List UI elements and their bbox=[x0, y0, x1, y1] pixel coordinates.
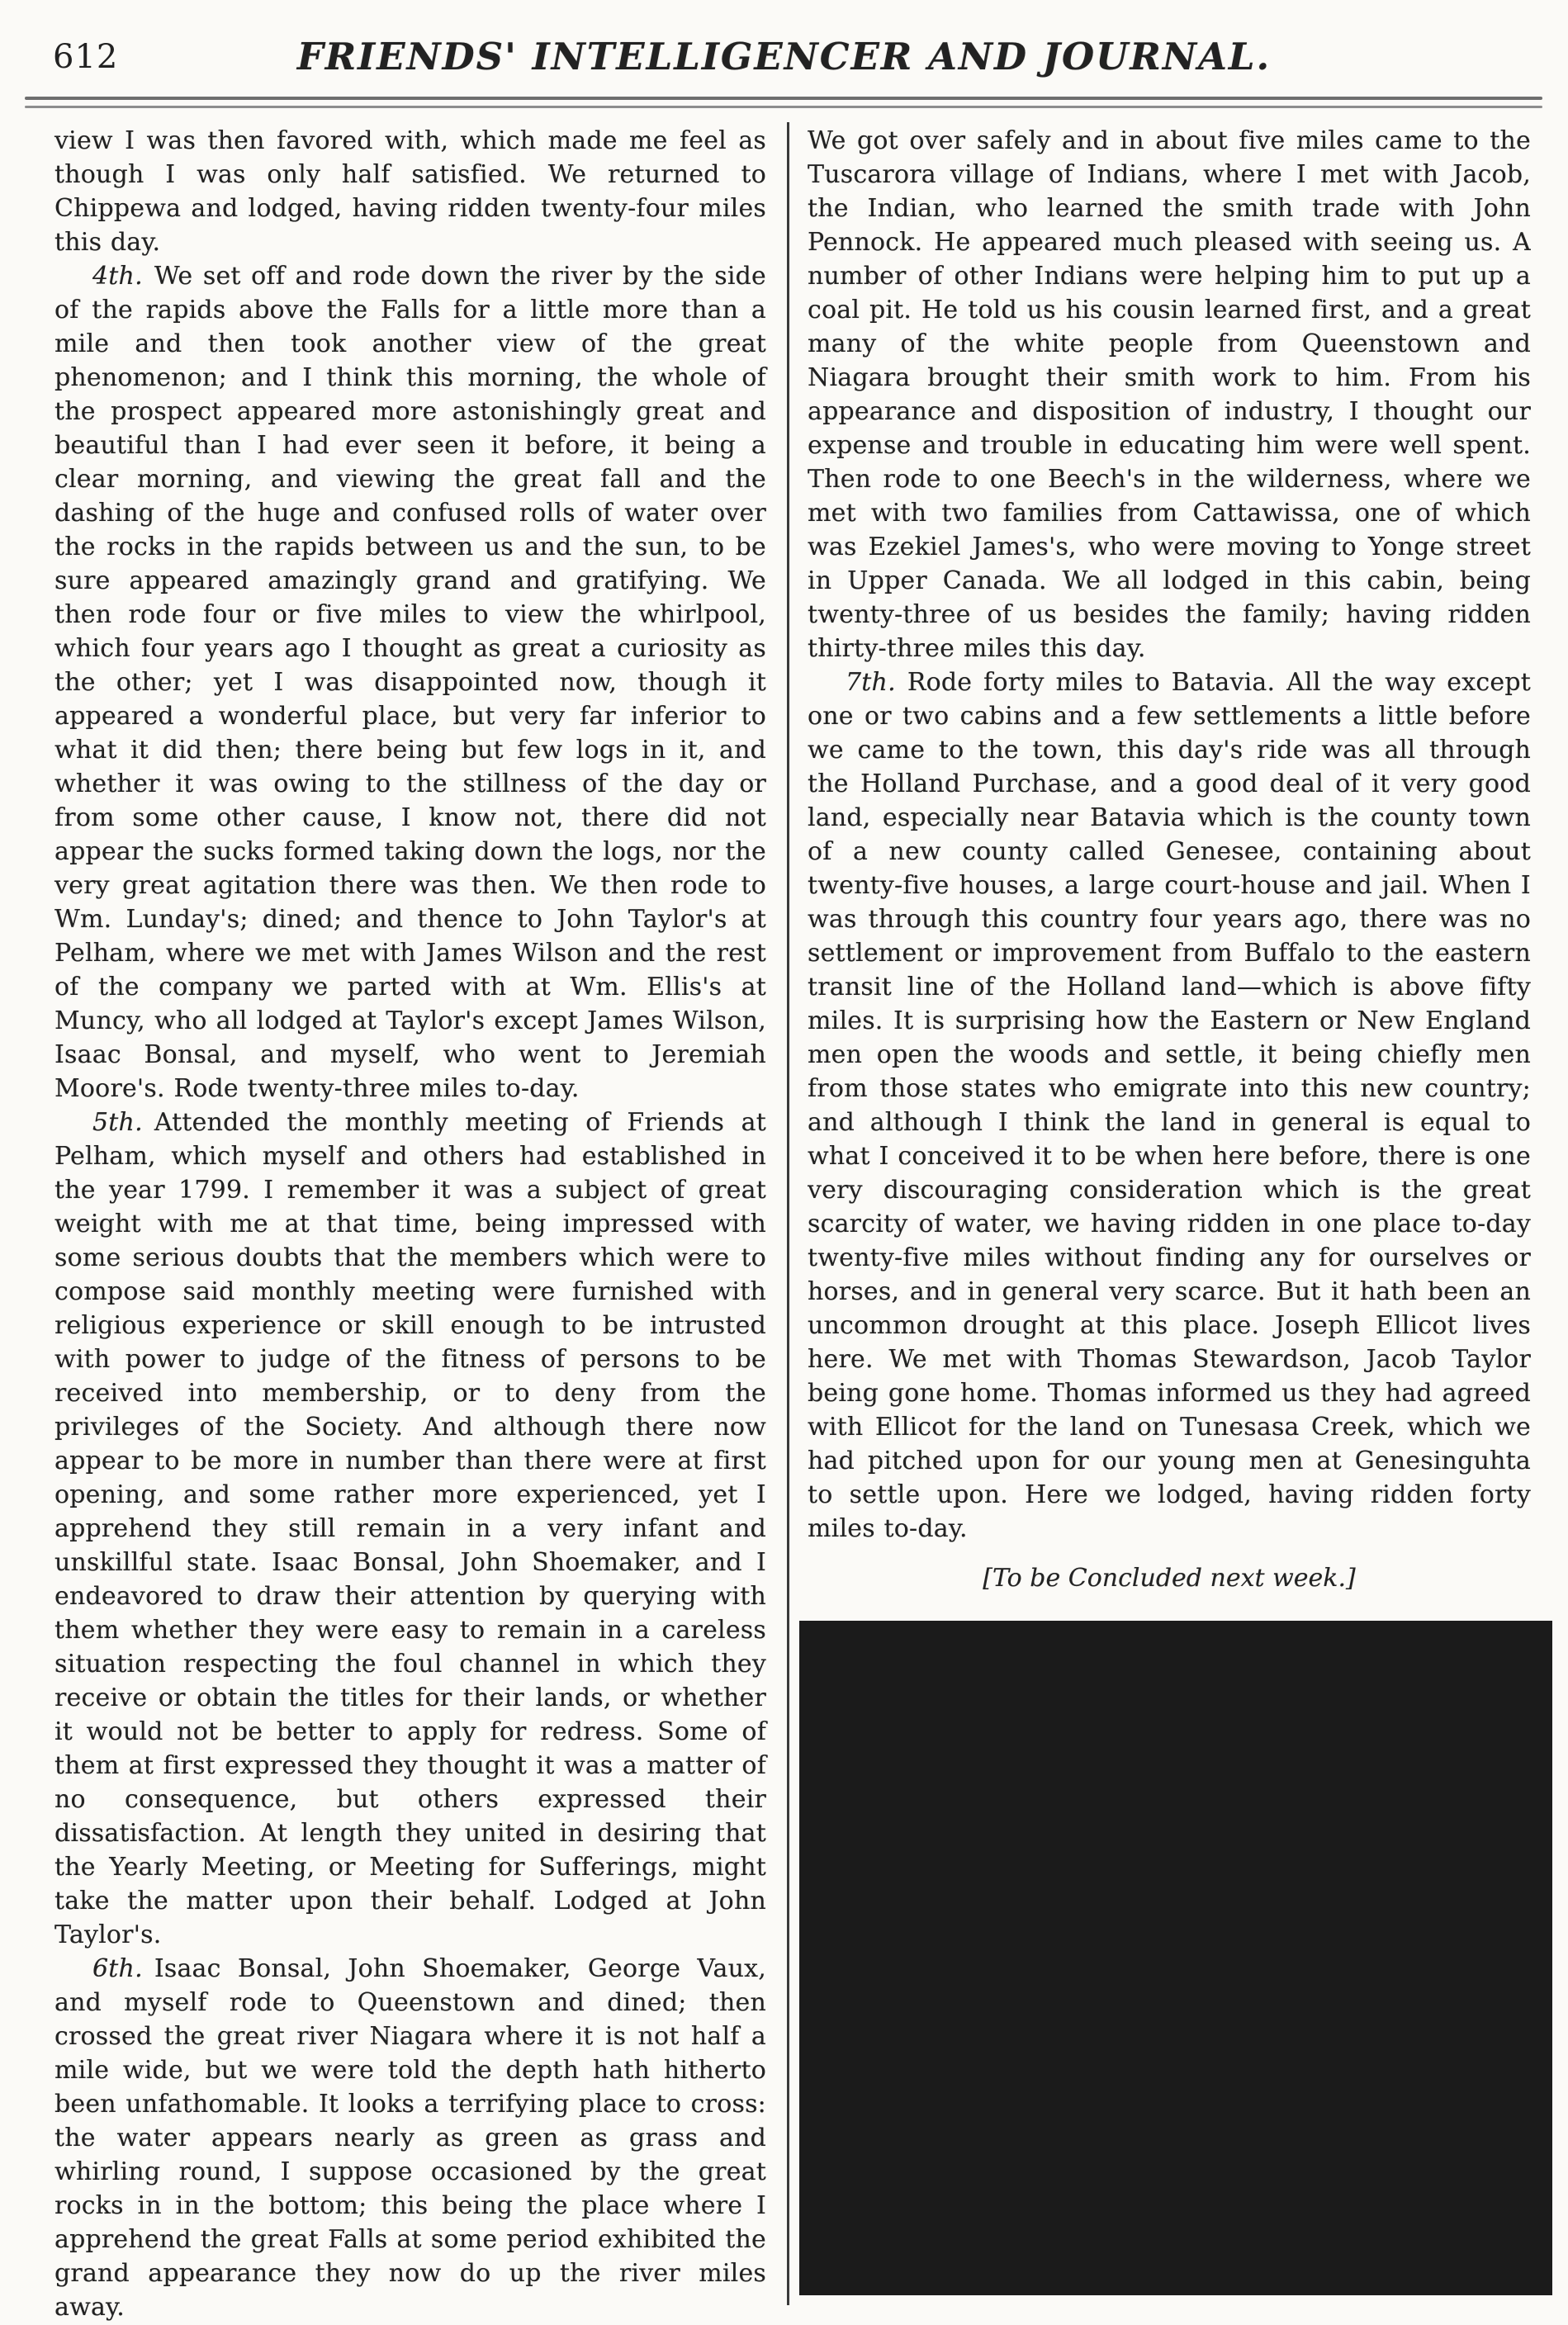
day-label: 5th. bbox=[92, 1108, 143, 1137]
header-rule-bottom bbox=[25, 106, 1542, 108]
redacted-region bbox=[799, 1621, 1552, 2295]
paragraph-text: Isaac Bonsal, John Shoemaker, George Vaux, and myself rode to Queenstown and dined; then crossed the great river Niagara where it is not half a mile wide, but we were told the depth hath hitherto been unfathomable. It looks a terrifying place to cross: the water appears nearly as green as grass and whirling round, I suppose occasioned by the great rocks in in the bottom; this being the place where I apprehend the great Falls at some period exhibited the grand appearance they now do up the river miles away. bbox=[54, 1954, 766, 2322]
to-be-concluded-note: [To be Concluded next week.] bbox=[983, 1564, 1356, 1593]
page-number: 612 bbox=[53, 38, 119, 76]
paragraph-text: Attended the monthly meeting of Friends at Pelham, which myself and others had established in the year 1799. I remember it was a subject of great weight with me at that time, being impressed with some serious doubts that the members which were to compose said monthly meeting were furnished with religious experience or skill enough to be intrusted with power to judge of the fitness of persons to be received into membership, or to deny from the privileges of the Society. And although there now appear to be more in number than there were at first opening, and some rather more experienced, yet I apprehend they still remain in a very infant and unskillful state. Isaac Bonsal, John Shoemaker, and I endeavored to draw their attention by querying with them whether they were easy to remain in a careless situation respecting the foul channel in which they receive or obtain the titles for their lands, or whether it would not be better to apply for redress. Some of them at first expressed they thought it was a matter of no consequence, but others expressed their dissatisfaction. At length they united in desiring that the Yearly Meeting, or Meeting for Sufferings, might take the matter upon their behalf. Lodged at John Taylor's. bbox=[54, 1108, 766, 1949]
day-label: 7th. bbox=[846, 668, 896, 697]
left-column bbox=[54, 124, 766, 2324]
paragraph-6th bbox=[54, 1952, 766, 2324]
masthead-title: FRIENDS' INTELLIGENCER AND JOURNAL. bbox=[296, 35, 1272, 78]
paragraph-text: We got over safely and in about five miles came to the Tuscarora village of Indians, where I met with Jacob, the Indian, who learned the smith trade with John Pennock. He appeared much pleased with seeing us. A number of other Indians were helping him to put up a coal pit. He told us his cousin learned first, and a great many of the white people from Queenstown and Niagara brought their smith work to him. From his appearance and disposition of industry, I thought our expense and trouble in educating him were well spent. Then rode to one Beech's in the wilderness, where we met with two families from Cattawissa, one of which was Ezekiel James's, who were moving to Yonge street in Upper Canada. We all lodged in this cabin, being twenty-three of us besides the family; having ridden thirty-three miles this day. bbox=[808, 126, 1531, 663]
paragraph-5th bbox=[54, 1106, 766, 1952]
paragraph-continuation bbox=[54, 124, 766, 259]
day-label: 4th. bbox=[92, 262, 143, 291]
day-label: 6th. bbox=[92, 1954, 143, 1983]
header-rule-top bbox=[25, 97, 1542, 100]
right-column bbox=[808, 124, 1531, 1610]
paragraph-text: We set off and rode down the river by the side of the rapids above the Falls for a little more than a mile and then took another view of the great phenomenon; and I think this morning, the whole of the prospect appeared more astonishingly great and beautiful than I had ever seen it before, it being a clear morning, and viewing the great fall and the dashing of the huge and confused rolls of water over the rocks in the rapids between us and the sun, to be sure appeared amazingly grand and gratifying. We then rode four or five miles to view the whirlpool, which four years ago I thought as great a curiosity as the other; yet I was disappointed now, though it appeared a wonderful place, but very far inferior to what it did then; there being but few logs in it, and whether it was owing to the stillness of the day or from some other cause, I know not, there did not appear the sucks formed taking down the logs, nor the very great agitation there was then. We then rode to Wm. Lunday's; dined; and thence to John Taylor's at Pelham, where we met with James Wilson and the rest of the company we parted with at Wm. Ellis's at Muncy, who all lodged at Taylor's except James Wilson, Isaac Bonsal, and myself, who went to Jeremiah Moore's. Rode twenty-three miles to-day. bbox=[54, 262, 766, 1103]
paragraph-4th bbox=[54, 259, 766, 1106]
paragraph-text: Rode forty miles to Batavia. All the way except one or two cabins and a few settlements a little before we came to the town, this day's ride was all through the Holland Purchase, and a good deal of it very good land, especially near Batavia which is the county town of a new county called Genesee, containing about twenty-five houses, a large court-house and jail. When I was through this country four years ago, there was no settlement or improvement from Buffalo to the eastern transit line of the Holland land—which is above fifty miles. It is surprising how the Eastern or New England men open the woods and settle, it being chiefly men from those states who emigrate into this new country; and although I think the land in general is equal to what I conceived it to be when here before, there is one very discouraging consideration which is the great scarcity of water, we having ridden in one place to-day twenty-five miles without finding any for ourselves or horses, and in general very scarce. But it hath been an uncommon drought at this place. Joseph Ellicot lives here. We met with Thomas Stewardson, Jacob Taylor being gone home. Thomas informed us they had agreed with Ellicot for the land on Tunesasa Creek, which we had pitched upon for our young men at Genesinguhta to settle upon. Here we lodged, having ridden forty miles to-day. bbox=[808, 668, 1531, 1543]
paragraph-7th bbox=[808, 665, 1531, 1546]
column-divider-rule bbox=[787, 122, 789, 2305]
paragraph-text: view I was then favored with, which made me feel as though I was only half satisfied. We returned to Chippewa and lodged, having ridden twenty-four miles this day. bbox=[54, 126, 766, 257]
paragraph-continuation bbox=[808, 124, 1531, 665]
